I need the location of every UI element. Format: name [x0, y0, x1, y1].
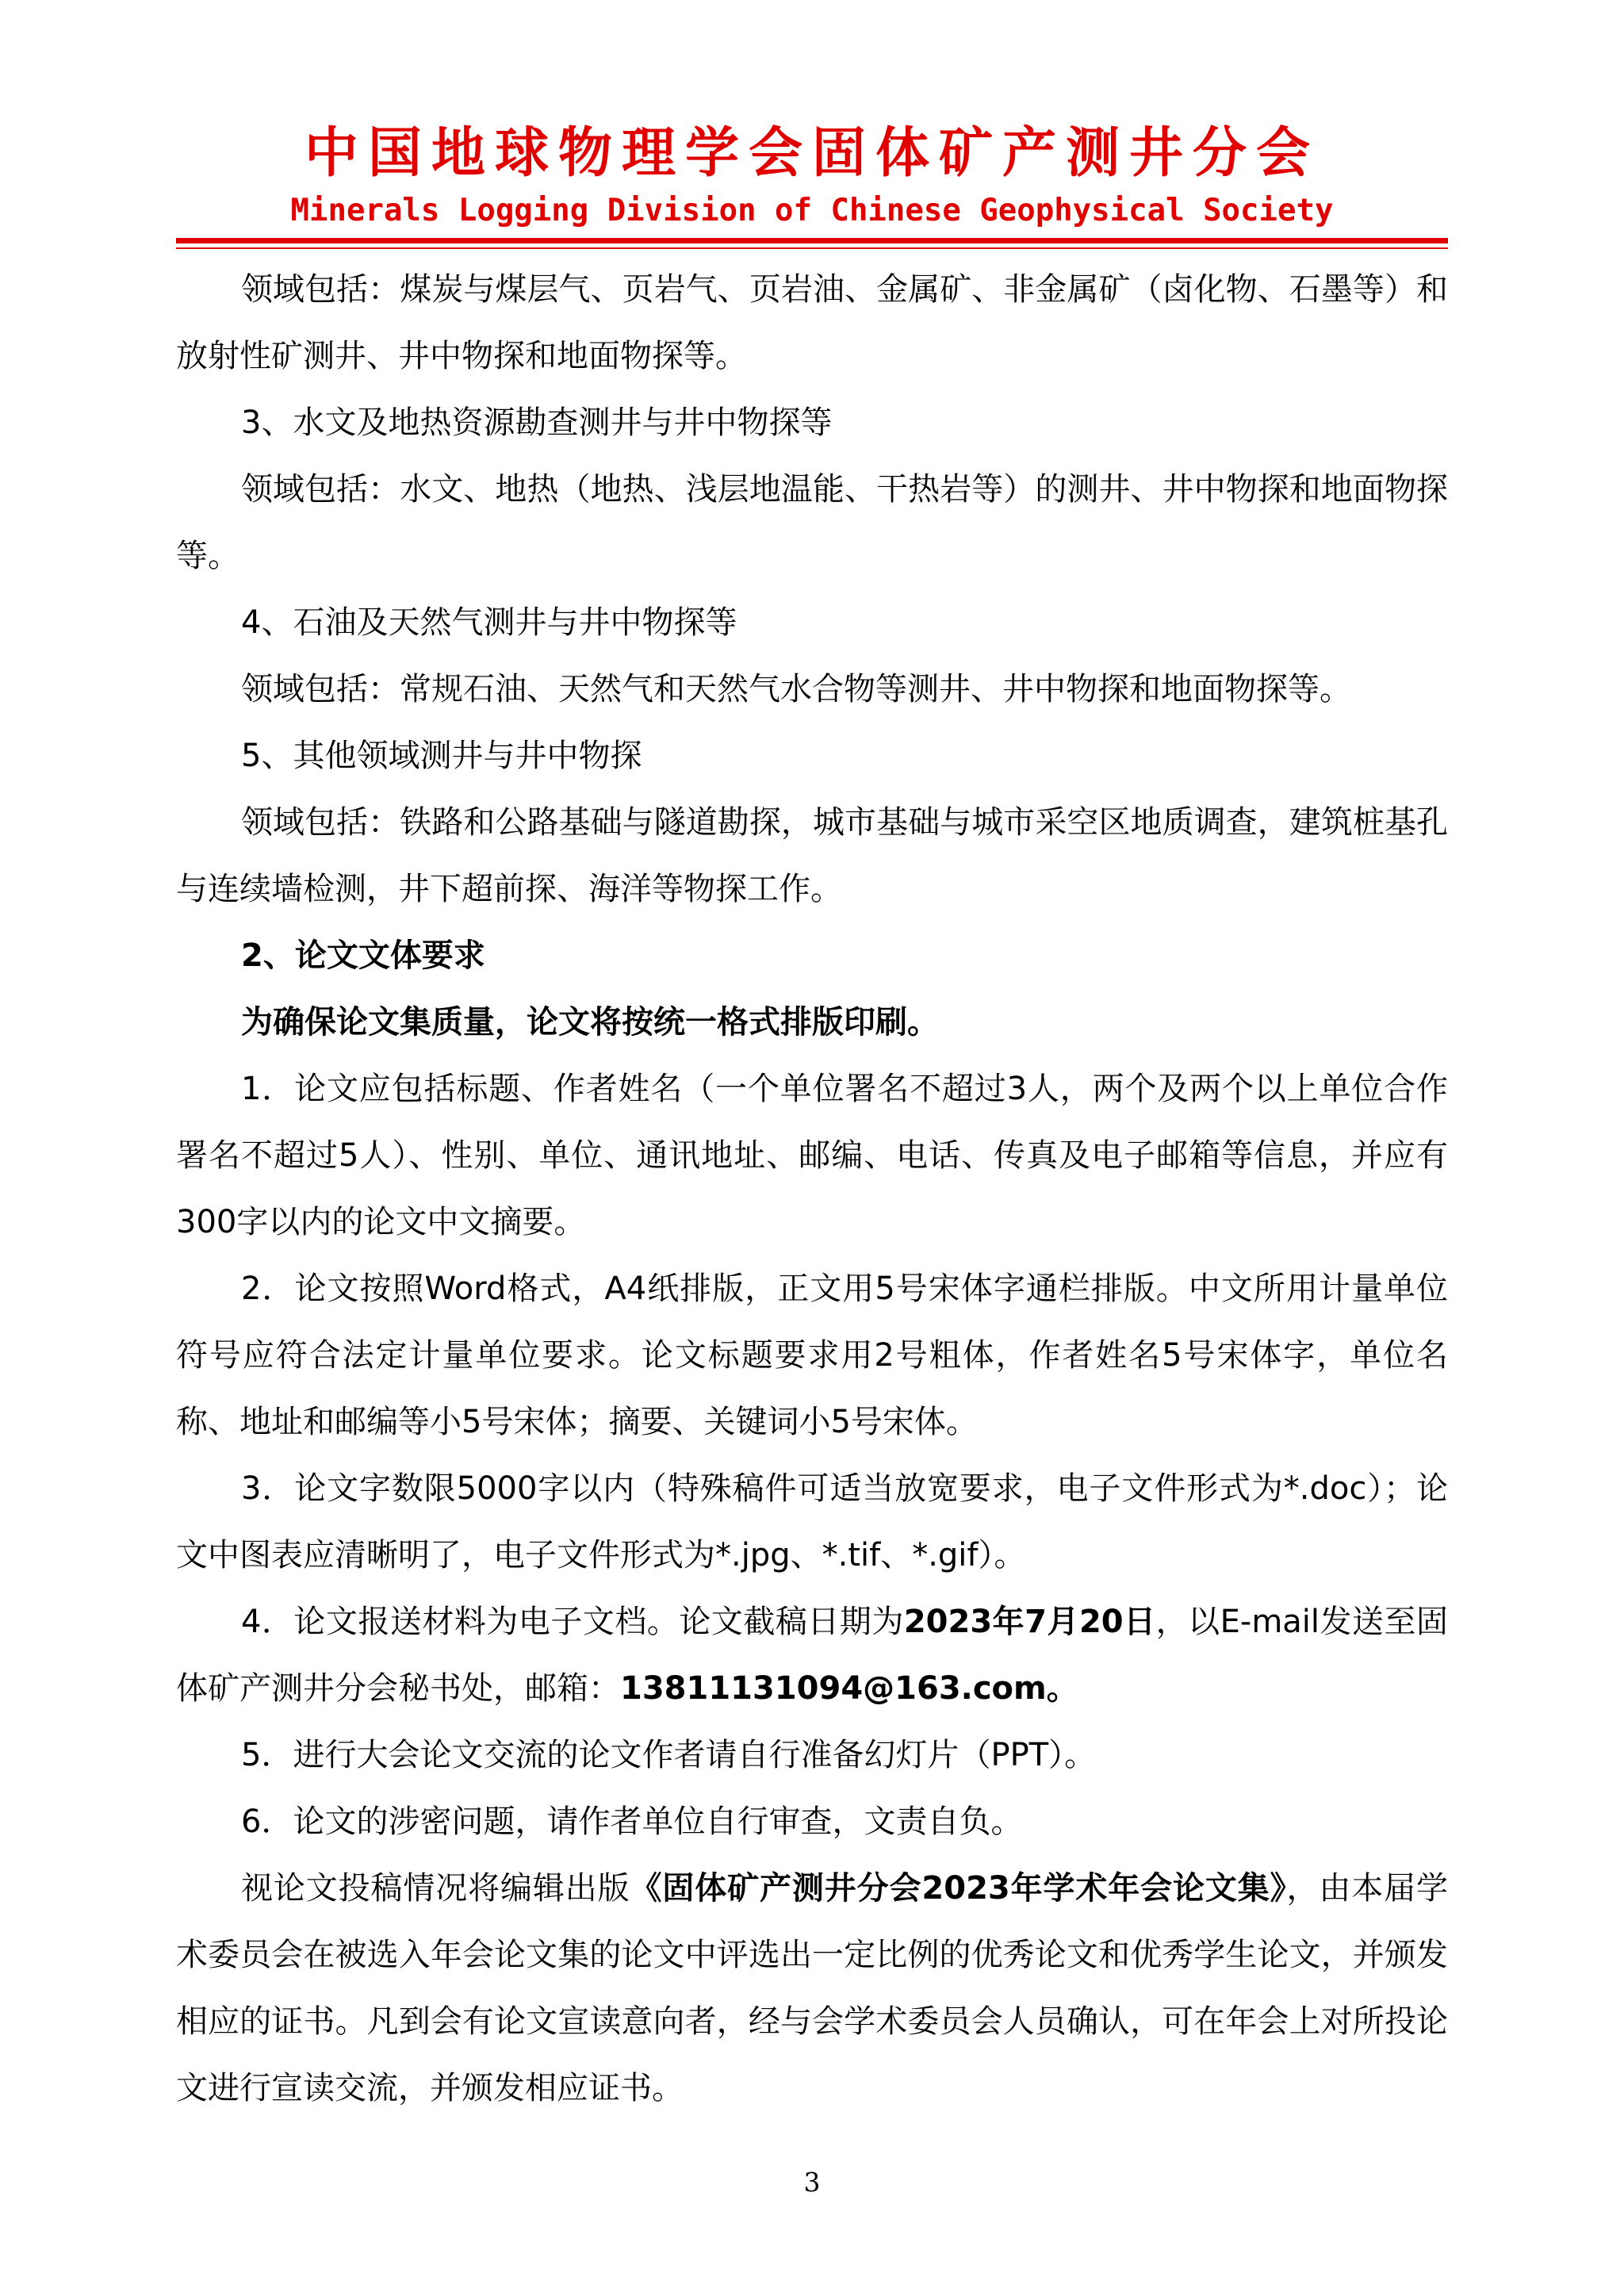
requirement-item-4	[176, 1589, 1448, 1722]
paragraph-coal-domain: 领域包括：煤炭与煤层气、页岩气、页岩油、金属矿、非金属矿（卤化物、石墨等）和放射性矿测井、井中物探和地面物探等。	[176, 271, 1448, 374]
organization-name-english: Minerals Logging Division of Chinese Geophysical Society	[290, 193, 1334, 228]
paragraph-petroleum-domain: 领域包括：常规石油、天然气和天然气水合物等测井、井中物探和地面物探等。	[241, 671, 1351, 707]
section-subheading-quality: 为确保论文集质量，论文将按统一格式排版印刷。	[241, 1004, 939, 1041]
requirement-item-5: 5．进行大会论文交流的论文作者请自行准备幻灯片（PPT）。	[241, 1737, 1097, 1773]
requirement-item-1: 1．论文应包括标题、作者姓名（一个单位署名不超过3人，两个及两个以上单位合作署名不超过5人）、性别、单位、通讯地址、邮编、电话、传真及电子邮箱等信息，并应有300字以内的论文中文摘要。	[176, 1071, 1448, 1240]
heading-petroleum: 4、石油及天然气测井与井中物探等	[241, 604, 737, 641]
proceedings-title: 《固体矿产测井分会2023年学术年会论文集》	[630, 1870, 1287, 1907]
submission-deadline: 2023年7月20日	[903, 1604, 1156, 1640]
header-rule-thin	[176, 247, 1448, 249]
requirement-item-6: 6．论文的涉密问题，请作者单位自行审查，文责自负。	[241, 1803, 1023, 1840]
paragraph-hydrology-domain: 领域包括：水文、地热（地热、浅层地温能、干热岩等）的测井、井中物探和地面物探等。	[176, 471, 1448, 574]
requirement-item-2: 2．论文按照Word格式，A4纸排版，正文用5号宋体字通栏排版。中文所用计量单位符号应符合法定计量单位要求。论文标题要求用2号粗体，作者姓名5号宋体字，单位名称、地址和邮编等小5号宋体；摘要、关键词小5号宋体。	[176, 1271, 1448, 1440]
section-heading-paper-format: 2、论文文体要求	[241, 937, 485, 974]
document-body	[176, 256, 1448, 2122]
item4-text-middle: ，以E-mail发送至固体矿产测井分会秘书处，邮箱：	[176, 1604, 1448, 1707]
requirement-item-3: 3．论文字数限5000字以内（特殊稿件可适当放宽要求，电子文件形式为*.doc）；论文中图表应清晰明了，电子文件形式为*.jpg、*.tif、*.gif）。	[176, 1470, 1448, 1573]
item4-text-start: 4．论文报送材料为电子文档。论文截稿日期为	[241, 1604, 904, 1640]
page-number: 3	[803, 2167, 821, 2198]
paragraph-other-domain: 领域包括：铁路和公路基础与隧道勘探，城市基础与城市采空区地质调查，建筑桩基孔与连续墙检测，井下超前探、海洋等物探工作。	[176, 804, 1448, 907]
closing-text-end: ，由本届学术委员会在被选入年会论文集的论文中评选出一定比例的优秀论文和优秀学生论文，并颁发相应的证书。凡到会有论文宣读意向者，经与会学术委员会人员确认，可在年会上对所投论文进行宣读交流，并颁发相应证书。	[176, 1870, 1449, 2106]
heading-hydrology: 3、水文及地热资源勘查测井与井中物探等	[241, 404, 833, 441]
heading-other-fields: 5、其他领域测井与井中物探	[241, 738, 642, 774]
organization-name-chinese: 中国地球物理学会固体矿产测井分会	[304, 121, 1320, 185]
closing-paragraph	[176, 1855, 1448, 2122]
submission-email: 13811131094@163.com。	[620, 1670, 1078, 1707]
header-rule-thick	[176, 238, 1448, 243]
letterhead	[0, 119, 1624, 232]
closing-text-start: 视论文投稿情况将编辑出版	[241, 1870, 630, 1907]
